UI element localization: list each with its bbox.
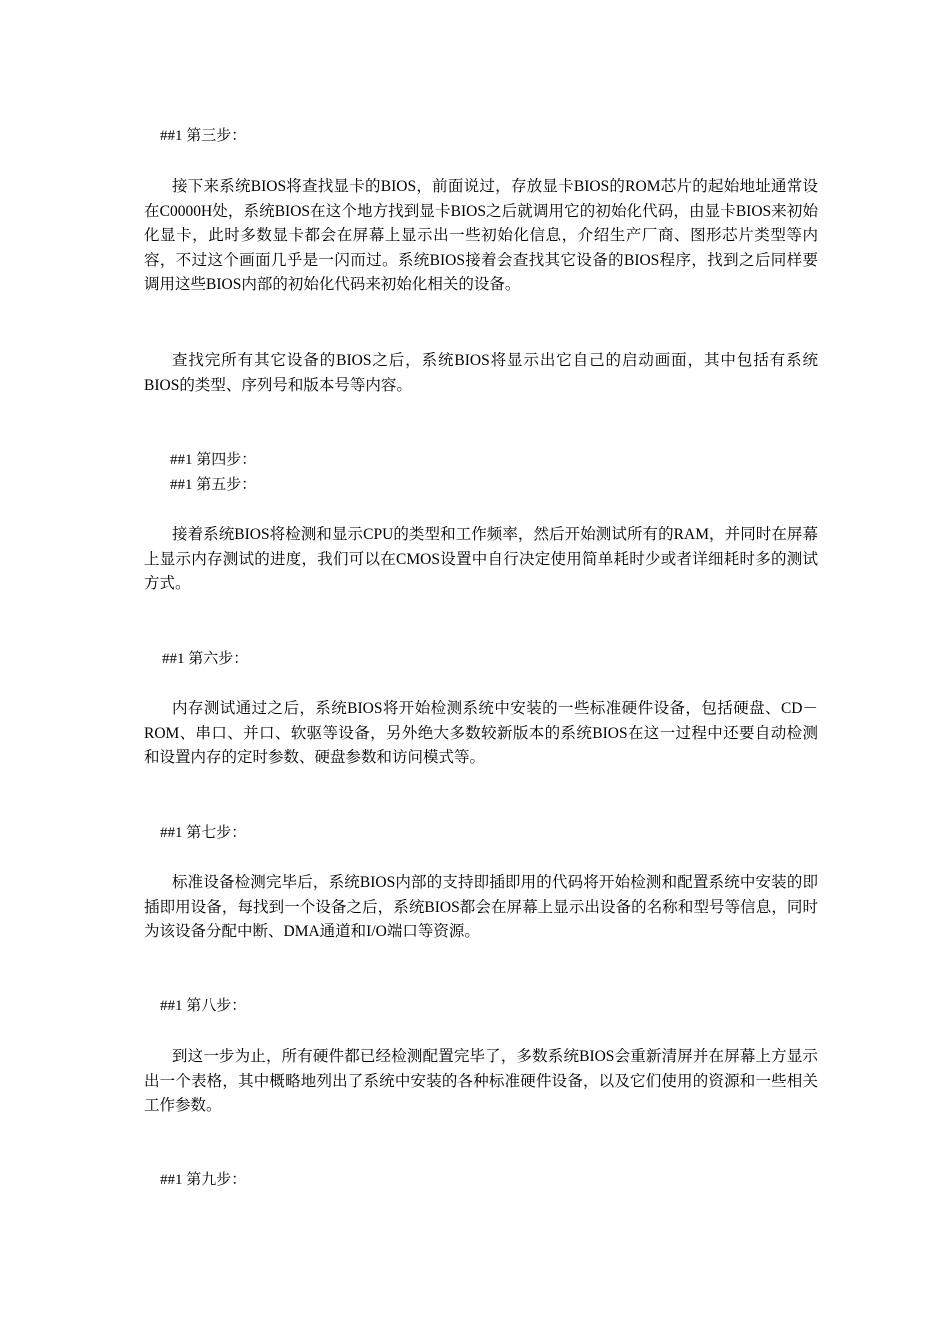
section-heading-step-9: ##1 第九步： <box>160 1172 247 1188</box>
section-heading-step-5: ##1 第五步： <box>170 477 257 493</box>
section-heading-step-7: ##1 第七步： <box>160 825 247 841</box>
paragraph-step-5-cpu-ram: 接着系统BIOS将检测和显示CPU的类型和工作频率，然后开始测试所有的RAM，并同时在屏幕上显示内存测试的进度，我们可以在CMOS设置中自行决定使用简单耗时少或者详细耗时多的测试方式。 <box>144 526 818 592</box>
paragraph-step-6-standard-devices: 内存测试通过之后，系统BIOS将开始检测系统中安装的一些标准硬件设备，包括硬盘、CD－ROM、串口、并口、软驱等设备，另外绝大多数较新版本的系统BIOS在这一过程中还要自动检测和设置内存的定时参数、硬盘参数和访问模式等。 <box>144 700 818 766</box>
section-heading-step-3: ##1 第三步： <box>160 128 247 144</box>
paragraph-step-3-video-bios: 接下来系统BIOS将查找显卡的BIOS，前面说过，存放显卡BIOS的ROM芯片的起始地址通常设在C0000H处，系统BIOS在这个地方找到显卡BIOS之后就调用它的初始化代码，由显卡BIOS来初始化显卡，此时多数显卡都会在屏幕上显示出一些初始化信息，介绍生产厂商、图形芯片类型等内容，不过这个画面几乎是一闪而过。系统BIOS接着会查找其它设备的BIOS程序，找到之后同样要调用这些BIOS内部的初始化代码来初始化相关的设备。 <box>144 178 818 293</box>
paragraph-step-3-boot-screen: 查找完所有其它设备的BIOS之后，系统BIOS将显示出它自己的启动画面，其中包括有系统BIOS的类型、序列号和版本号等内容。 <box>144 352 818 394</box>
paragraph-step-7-plug-and-play: 标准设备检测完毕后，系统BIOS内部的支持即插即用的代码将开始检测和配置系统中安装的即插即用设备，每找到一个设备之后，系统BIOS都会在屏幕上显示出设备的名称和型号等信息，同时为该设备分配中断、DMA通道和I/O端口等资源。 <box>144 874 818 940</box>
section-heading-step-6: ##1 第六步： <box>162 651 249 667</box>
section-heading-step-8: ##1 第八步： <box>160 998 247 1014</box>
paragraph-step-8-hardware-table: 到这一步为止，所有硬件都已经检测配置完毕了，多数系统BIOS会重新清屏并在屏幕上方显示出一个表格，其中概略地列出了系统中安装的各种标准硬件设备，以及它们使用的资源和一些相关工作参数。 <box>144 1048 818 1114</box>
section-heading-step-4: ##1 第四步： <box>170 452 257 468</box>
